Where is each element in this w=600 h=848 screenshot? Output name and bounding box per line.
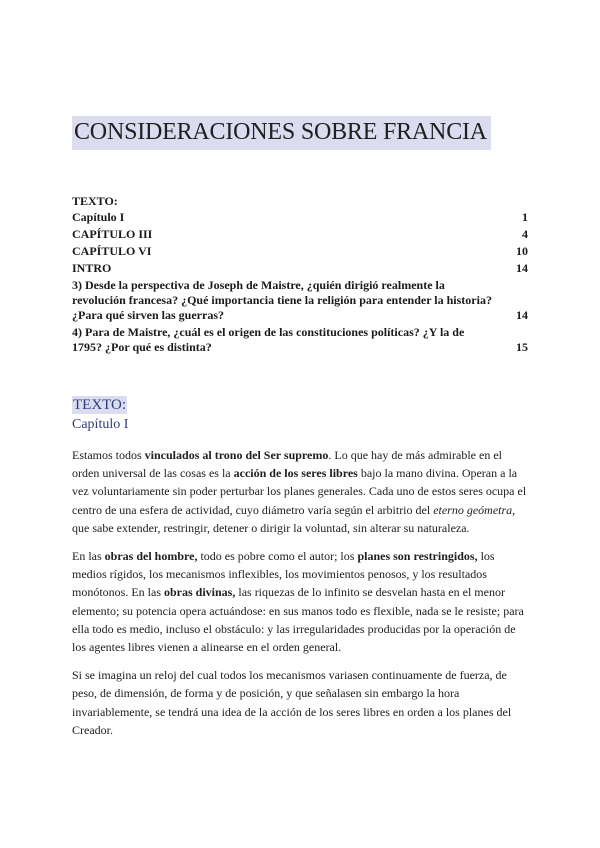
paragraph [72,446,530,537]
toc-entry-label: 3) Desde la perspectiva de Joseph de Maistre, ¿quién dirigió realmente la revolución francesa? ¿Qué importancia tiene la religión para entender la historia? ¿Para qué sirven las guerras? [72,278,492,322]
text-run: . Lo que hay de más admirable en el orden universal de las cosas es la [72,448,502,481]
text-run: En las [72,549,105,564]
text-run: , que sabe extender, restringir, detener o dirigir la voluntad, sin alterar su naturaleza. [72,502,516,535]
bold-text: planes son restringidos, [357,549,478,564]
text-run: los medios rígidos, los mecanismos inflexibles, los movimientos penosos, y los resultados monótonos. En las [72,549,495,600]
bold-text: vinculados al trono del Ser supremo [144,448,329,462]
toc-entry-page: 14 [516,308,528,322]
chapter-heading: Capítulo I [72,417,129,432]
document-title: CONSIDERACIONES SOBRE FRANCIA [72,116,491,150]
bold-text: obras divinas, [164,585,236,600]
toc-entry[interactable] [72,261,528,276]
toc-entry-page: 1 [522,210,528,224]
toc-heading: TEXTO: [72,194,118,208]
text-run: todo es pobre como el autor; los [197,549,358,564]
toc-entry[interactable] [72,278,528,323]
bold-text: obras del hombre, [104,549,198,564]
text-run: bajo la mano divina. Operan a la vez voluntariamente sin poder perturbar los planes generales. Cada uno de estos seres ocupa el centro de una esfera de actividad, cuyo diámetro varía según el arbitrio del [72,466,527,517]
bold-text: acción de los seres libres [233,466,358,481]
toc-entry[interactable] [72,227,528,242]
toc-entry-label: CAPÍTULO III [72,227,153,241]
text-run: Si se imagina un reloj del cual todos los mecanismos variasen continuamente de fuerza, de peso, de dimensión, de forma y de posición, y que señalasen sin embargo la hora invariablemente, se tendrá una idea de la acción de los seres libres en orden a los planes del Creador. [72,668,512,737]
table-of-contents [72,194,528,357]
toc-entry[interactable] [72,244,528,259]
toc-entry-label: Capítulo I [72,210,125,224]
toc-entry[interactable] [72,325,528,355]
toc-entry-label: INTRO [72,261,112,275]
toc-entry-page: 14 [516,261,528,275]
toc-entry-page: 4 [522,227,528,241]
paragraph [72,666,530,739]
paragraph [72,547,530,656]
toc-entry-page: 15 [516,340,528,354]
toc-entry-label: 4) Para de Maistre, ¿cuál es el origen de las constituciones políticas? ¿Y la de 1795? ¿Por qué es distinta? [72,325,465,354]
section-heading: TEXTO: [73,397,127,413]
text-run: las riquezas de lo infinito se desvelan hasta en el menor elemento; su potencia opera actuándose: en sus manos todo es flexible, nada se le resiste; para ella todo es medio, incluso el obstáculo: y las irregularidades producidas por la operación de los agentes libres vienen a alinearse en el orden general. [72,585,524,655]
italic-text: eterno geómetra [433,502,513,517]
toc-entry[interactable] [72,210,528,225]
toc-entry-page: 10 [516,244,528,258]
body-text [72,446,530,749]
text-run: Estamos todos [72,448,145,462]
toc-entry-label: CAPÍTULO VI [72,244,152,258]
